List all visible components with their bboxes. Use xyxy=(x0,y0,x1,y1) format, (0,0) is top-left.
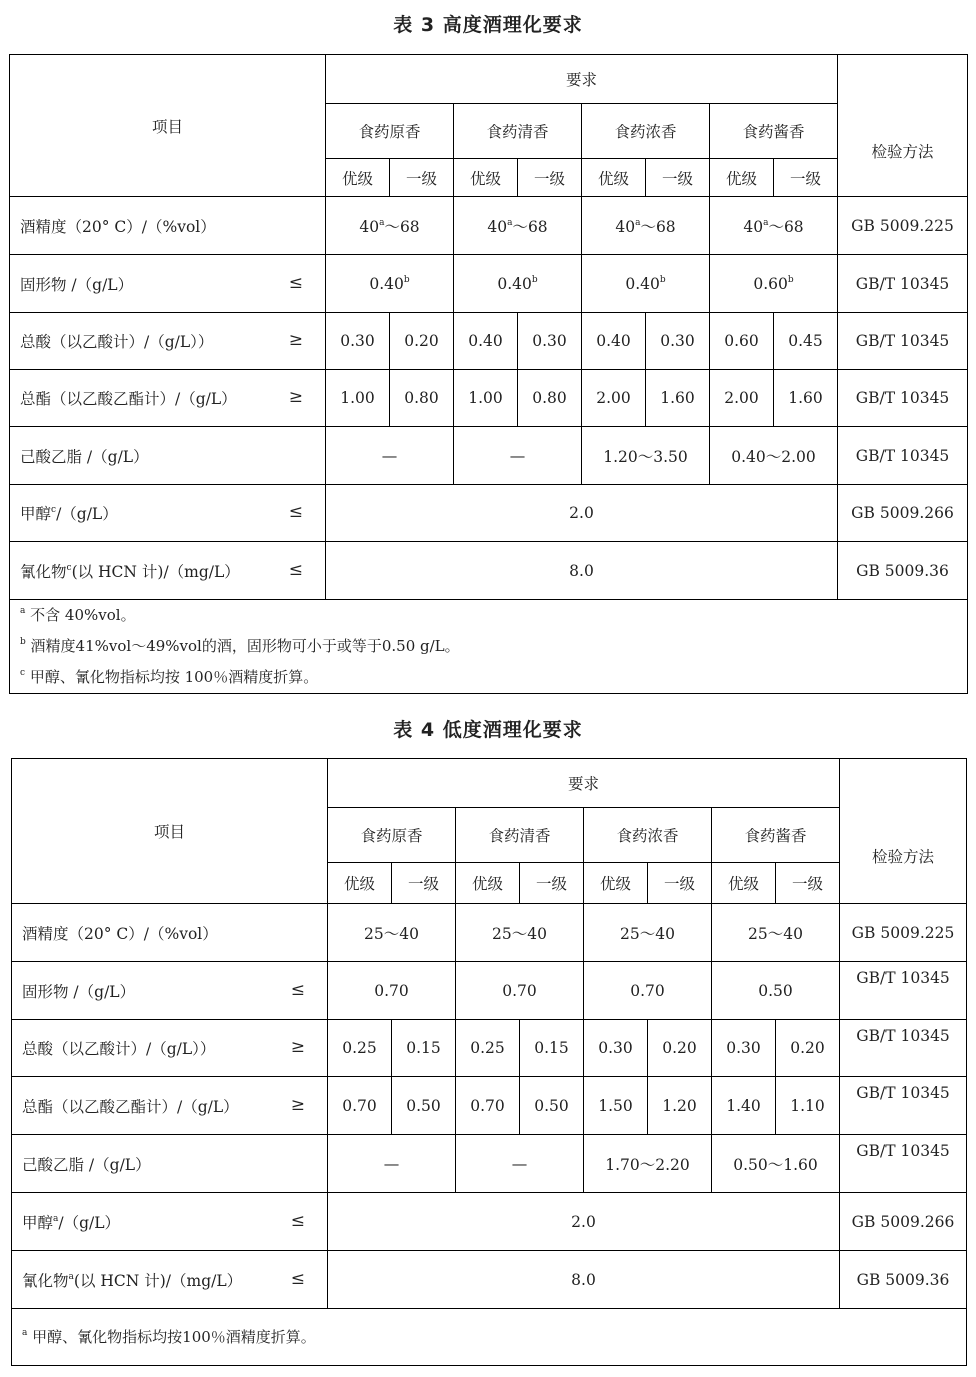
value-cell: — xyxy=(454,427,582,485)
value-cell: — xyxy=(456,1135,584,1193)
method-cell: GB/T 10345 xyxy=(838,313,968,370)
value-cell: 25～40 xyxy=(712,904,840,962)
value-cell: 0.45 xyxy=(774,313,838,370)
table-notes xyxy=(12,1309,967,1366)
method-cell: GB/T 10345 xyxy=(838,427,968,485)
header-grade: 优级 xyxy=(328,863,392,904)
value-cell: — xyxy=(328,1135,456,1193)
value-cell: 2.00 xyxy=(710,370,774,427)
row-label: 固形物 /（g/L） ≤ xyxy=(10,255,326,313)
table-row xyxy=(12,904,967,962)
value-cell: 0.30 xyxy=(326,313,390,370)
row-label: 甲醇$^c$/（g/L） ≤ xyxy=(10,485,326,542)
header-grade: 一级 xyxy=(648,863,712,904)
value-cell: 1.40 xyxy=(712,1077,776,1135)
value-cell: 0.15 xyxy=(392,1020,456,1077)
method-cell: GB/T 10345 xyxy=(838,370,968,427)
header-grade: 一级 xyxy=(646,159,710,197)
header-grade: 优级 xyxy=(712,863,776,904)
row-label: 固形物 /（g/L） ≤ xyxy=(12,962,328,1020)
header-grade: 优级 xyxy=(710,159,774,197)
value-cell: 2.00 xyxy=(582,370,646,427)
row-label: 氰化物$^a$(以 HCN 计)/（mg/L） ≤ xyxy=(12,1251,328,1309)
table-notes xyxy=(10,600,968,694)
method-cell: GB 5009.266 xyxy=(838,485,968,542)
value-cell: 40$^a$～68 xyxy=(326,197,454,255)
row-label: 甲醇$^a$/（g/L） ≤ xyxy=(12,1193,328,1251)
row-label: 总酸（以乙酸计）/（g/L）） ≥ xyxy=(12,1020,328,1077)
value-cell: 0.40$^b$ xyxy=(454,255,582,313)
header-method: 检验方法 xyxy=(838,55,968,197)
value-cell: 0.40 xyxy=(582,313,646,370)
value-cell: 2.0 xyxy=(326,485,838,542)
method-cell: GB 5009.266 xyxy=(840,1193,967,1251)
header-grade: 一级 xyxy=(392,863,456,904)
value-cell: 0.70 xyxy=(328,962,456,1020)
value-cell: 0.70 xyxy=(456,1077,520,1135)
value-cell: 25～40 xyxy=(328,904,456,962)
row-label: 己酸乙脂 /（g/L） xyxy=(10,427,326,485)
value-cell: 8.0 xyxy=(326,542,838,600)
header-type: 食药酱香 xyxy=(712,808,840,863)
value-cell: 25～40 xyxy=(456,904,584,962)
value-cell: 0.20 xyxy=(648,1020,712,1077)
header-grade: 一级 xyxy=(518,159,582,197)
value-cell: 0.70 xyxy=(328,1077,392,1135)
table-row xyxy=(10,197,968,255)
value-cell: 0.50 xyxy=(392,1077,456,1135)
method-cell: GB 5009.36 xyxy=(838,542,968,600)
header-item: 项目 xyxy=(12,759,328,904)
row-label: 总酯（以乙酸乙酯计）/（g/L） ≥ xyxy=(12,1077,328,1135)
footnote: $^a$ 甲醇、氰化物指标均按100％酒精度折算。 xyxy=(22,1327,316,1346)
value-cell: 0.40～2.00 xyxy=(710,427,838,485)
footnote: $^b$ 酒精度41%vol～49%vol的酒，固形物可小于或等于0.50 g/L。 xyxy=(20,637,460,655)
table4-title: 表 4 低度酒理化要求 xyxy=(393,719,583,741)
value-cell: 0.30 xyxy=(646,313,710,370)
value-cell: 1.10 xyxy=(776,1077,840,1135)
footnote: $^a$ 不含 40%vol。 xyxy=(20,606,136,624)
table-row xyxy=(10,370,968,427)
header-grade: 优级 xyxy=(454,159,518,197)
value-cell: 0.15 xyxy=(520,1020,584,1077)
method-cell: GB/T 10345 xyxy=(838,255,968,313)
header-requirement: 要求 xyxy=(328,759,840,808)
value-cell: 0.30 xyxy=(584,1020,648,1077)
value-cell: 40$^a$～68 xyxy=(454,197,582,255)
header-grade: 一级 xyxy=(774,159,838,197)
value-cell: 25～40 xyxy=(584,904,712,962)
value-cell: 0.30 xyxy=(712,1020,776,1077)
value-cell: 2.0 xyxy=(328,1193,840,1251)
value-cell: 1.20 xyxy=(648,1077,712,1135)
row-label: 总酯（以乙酸乙酯计）/（g/L） ≥ xyxy=(10,370,326,427)
value-cell: 0.50 xyxy=(712,962,840,1020)
method-cell: GB/T 10345 xyxy=(840,962,967,1020)
value-cell: 1.00 xyxy=(326,370,390,427)
header-grade: 一级 xyxy=(776,863,840,904)
table-row xyxy=(12,962,967,1020)
value-cell: 0.25 xyxy=(328,1020,392,1077)
row-label: 酒精度（20° C）/（%vol） xyxy=(10,197,326,255)
value-cell: 0.30 xyxy=(518,313,582,370)
table-row xyxy=(12,1193,967,1251)
table3 xyxy=(9,54,968,694)
table-row xyxy=(10,313,968,370)
header-type: 食药清香 xyxy=(454,104,582,159)
value-cell: 0.50～1.60 xyxy=(712,1135,840,1193)
value-cell: 1.00 xyxy=(454,370,518,427)
value-cell: 1.60 xyxy=(646,370,710,427)
table4 xyxy=(11,758,967,1366)
method-cell: GB 5009.36 xyxy=(840,1251,967,1309)
value-cell: 40$^a$～68 xyxy=(710,197,838,255)
header-item: 项目 xyxy=(10,55,326,197)
value-cell: 0.60 xyxy=(710,313,774,370)
row-label: 氰化物$^c$(以 HCN 计)/（mg/L） ≤ xyxy=(10,542,326,600)
value-cell: 1.60 xyxy=(774,370,838,427)
header-grade: 优级 xyxy=(584,863,648,904)
table-row xyxy=(10,485,968,542)
value-cell: 0.40 xyxy=(454,313,518,370)
method-cell: GB/T 10345 xyxy=(840,1077,967,1135)
footnote: $^c$ 甲醇、氰化物指标均按 100％酒精度折算。 xyxy=(20,668,319,686)
table3-title: 表 3 高度酒理化要求 xyxy=(393,14,583,36)
method-cell: GB/T 10345 xyxy=(840,1135,967,1193)
table-row xyxy=(10,255,968,313)
row-label: 酒精度（20° C）/（%vol） xyxy=(12,904,328,962)
table-row xyxy=(10,427,968,485)
header-type: 食药酱香 xyxy=(710,104,838,159)
value-cell: 1.20～3.50 xyxy=(582,427,710,485)
value-cell: 0.20 xyxy=(776,1020,840,1077)
value-cell: 1.50 xyxy=(584,1077,648,1135)
row-label: 总酸（以乙酸计）/（g/L）） ≥ xyxy=(10,313,326,370)
header-grade: 一级 xyxy=(390,159,454,197)
header-type: 食药浓香 xyxy=(584,808,712,863)
value-cell: 8.0 xyxy=(328,1251,840,1309)
header-type: 食药浓香 xyxy=(582,104,710,159)
value-cell: 40$^a$～68 xyxy=(582,197,710,255)
table-row xyxy=(12,1077,967,1135)
header-method: 检验方法 xyxy=(840,759,967,904)
header-grade: 优级 xyxy=(582,159,646,197)
header-type: 食药原香 xyxy=(326,104,454,159)
header-grade: 优级 xyxy=(456,863,520,904)
header-type: 食药清香 xyxy=(456,808,584,863)
row-label: 己酸乙脂 /（g/L） xyxy=(12,1135,328,1193)
header-grade: 优级 xyxy=(326,159,390,197)
value-cell: 0.70 xyxy=(456,962,584,1020)
value-cell: 0.80 xyxy=(390,370,454,427)
value-cell: 0.25 xyxy=(456,1020,520,1077)
table-row xyxy=(10,542,968,600)
method-cell: GB/T 10345 xyxy=(840,1020,967,1077)
value-cell: 0.80 xyxy=(518,370,582,427)
header-requirement: 要求 xyxy=(326,55,838,104)
method-cell: GB 5009.225 xyxy=(840,904,967,962)
value-cell: 0.40$^b$ xyxy=(326,255,454,313)
method-cell: GB 5009.225 xyxy=(838,197,968,255)
value-cell: 0.60$^b$ xyxy=(710,255,838,313)
value-cell: 0.70 xyxy=(584,962,712,1020)
table-row xyxy=(12,1135,967,1193)
table-row xyxy=(12,1251,967,1309)
value-cell: 1.70～2.20 xyxy=(584,1135,712,1193)
table-row xyxy=(12,1020,967,1077)
header-type: 食药原香 xyxy=(328,808,456,863)
value-cell: 0.40$^b$ xyxy=(582,255,710,313)
value-cell: 0.50 xyxy=(520,1077,584,1135)
value-cell: — xyxy=(326,427,454,485)
header-grade: 一级 xyxy=(520,863,584,904)
value-cell: 0.20 xyxy=(390,313,454,370)
